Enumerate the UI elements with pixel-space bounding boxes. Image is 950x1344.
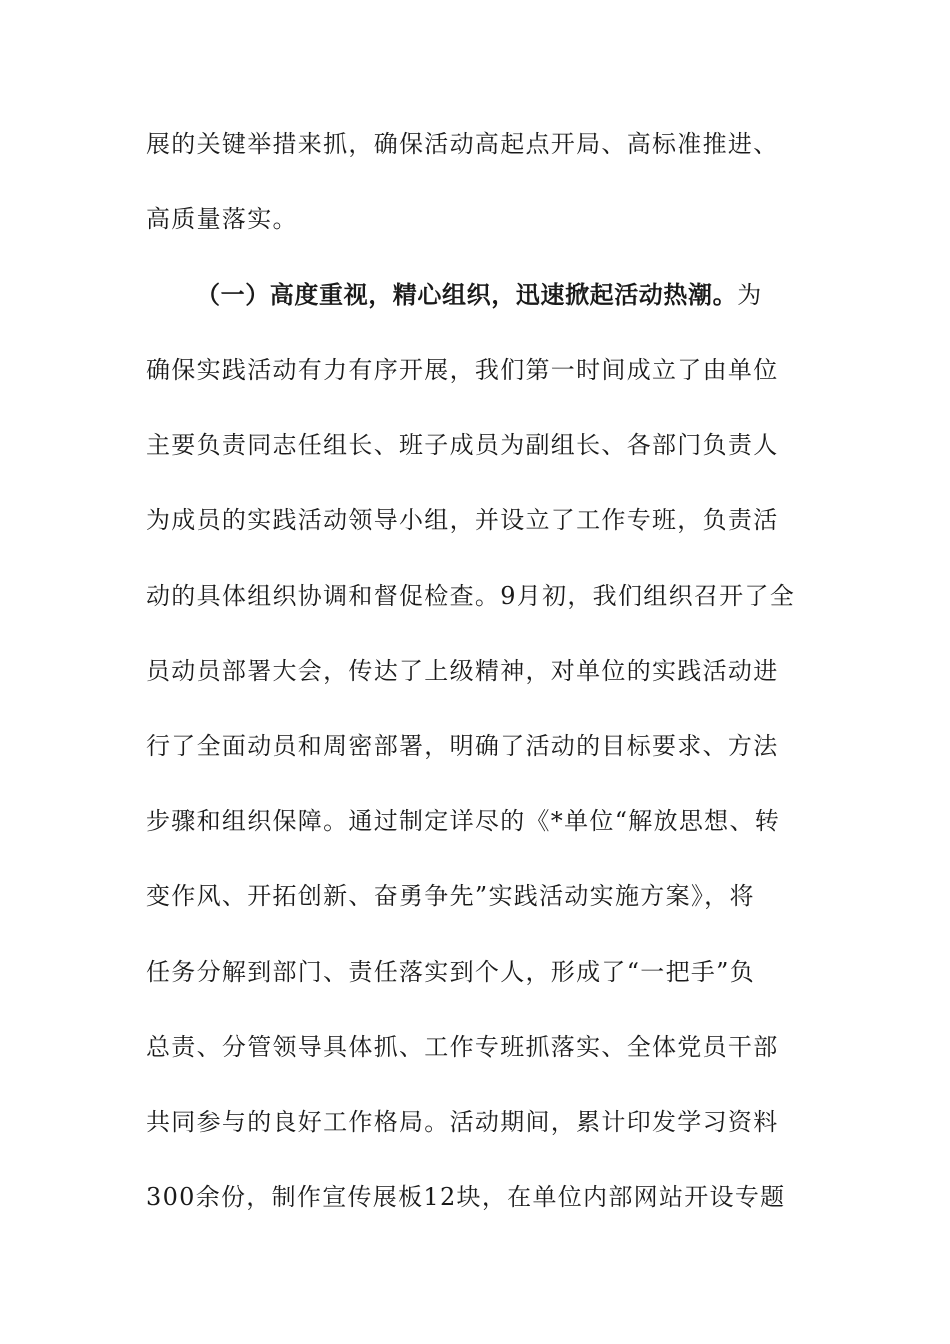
paragraph-line: 为成员的实践活动领导小组，并设立了工作专班，负责活 (146, 506, 779, 534)
paragraph-line: 共同参与的良好工作格局。活动期间，累计印发学习资料 (146, 1108, 779, 1136)
paragraph-line: 确保实践活动有力有序开展，我们第一时间成立了由单位 (146, 356, 779, 384)
paragraph-line: 300余份，制作宣传展板12块，在单位内部网站开设专题 (146, 1183, 786, 1211)
paragraph-line: 展的关键举措来抓，确保活动高起点开局、高标准推进、 (146, 130, 779, 158)
paragraph-line: 主要负责同志任组长、班子成员为副组长、各部门负责人 (146, 431, 779, 459)
paragraph-line: 动的具体组织协调和督促检查。9月初，我们组织召开了全 (146, 582, 796, 610)
section-heading: （一）高度重视，精心组织，迅速掀起活动热潮。 (196, 280, 738, 309)
paragraph-line: 总责、分管领导具体抓、工作专班抓落实、全体党员干部 (146, 1033, 779, 1061)
paragraph-line: 员动员部署大会，传达了上级精神，对单位的实践活动进 (146, 657, 779, 685)
paragraph-line: 任务分解到部门、责任落实到个人，形成了“一把手”负 (146, 958, 756, 986)
paragraph-line: 变作风、开拓创新、奋勇争先”实践活动实施方案》，将 (146, 882, 755, 910)
paragraph-line: 行了全面动员和周密部署，明确了活动的目标要求、方法 (146, 732, 779, 760)
paragraph-line: 高质量落实。 (146, 205, 298, 233)
section-heading-tail: 为 (737, 281, 763, 309)
paragraph-line: 步骤和组织保障。通过制定详尽的《*单位“解放思想、转 (146, 807, 781, 835)
section-heading-line (196, 279, 876, 311)
